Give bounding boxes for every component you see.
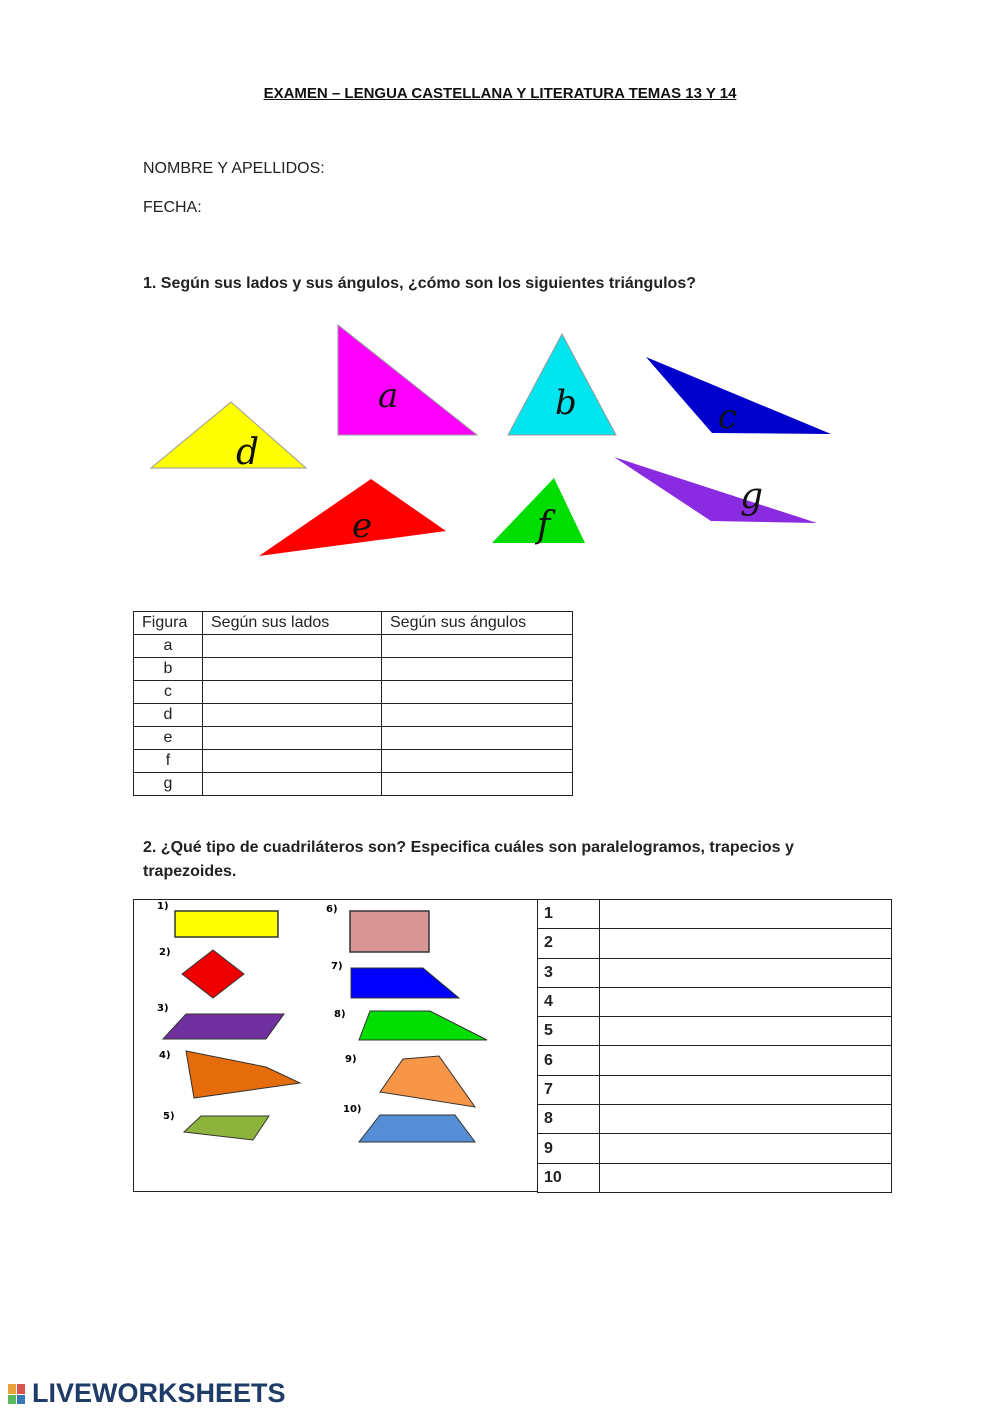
- table-row: [538, 900, 892, 929]
- quad-4: [186, 1051, 300, 1098]
- quad-2: [182, 950, 244, 998]
- answer-lados-f[interactable]: [203, 750, 382, 773]
- header-figura: Figura: [134, 612, 203, 635]
- answer-lados-g[interactable]: [203, 773, 382, 796]
- triangle-a: [338, 325, 477, 435]
- triangles-table: [133, 611, 573, 796]
- table-row: [134, 635, 573, 658]
- triangle-f: [492, 478, 585, 546]
- answer-lados-d[interactable]: [203, 704, 382, 727]
- question-2: 2. ¿Qué tipo de cuadriláteros son? Especifica cuáles son paralelogramos, trapecios y trapezoides.: [143, 839, 794, 880]
- answer-angulos-d[interactable]: [382, 704, 573, 727]
- row-number: 6: [538, 1046, 600, 1075]
- quad-2-label: 2): [159, 947, 171, 958]
- answer-angulos-c[interactable]: [382, 681, 573, 704]
- answer-lados-c[interactable]: [203, 681, 382, 704]
- answer-lados-a[interactable]: [203, 635, 382, 658]
- quad-1: [175, 911, 278, 937]
- row-number: 7: [538, 1075, 600, 1104]
- answer-quad-7[interactable]: [600, 1075, 892, 1104]
- row-number: 8: [538, 1105, 600, 1134]
- table-row: [538, 1046, 892, 1075]
- quad-6: [350, 911, 429, 952]
- answer-quad-3[interactable]: [600, 958, 892, 987]
- header-angulos: Según sus ángulos: [382, 612, 573, 635]
- triangle-b: [508, 334, 616, 435]
- liveworksheets-logo[interactable]: LIVEWORKSHEETS: [32, 1378, 286, 1408]
- quad-5-label: 5): [163, 1111, 175, 1122]
- answer-quad-6[interactable]: [600, 1046, 892, 1075]
- answer-quad-8[interactable]: [600, 1105, 892, 1134]
- quad-8: [359, 1011, 487, 1040]
- triangle-b-label: b: [555, 383, 577, 423]
- quad-1-label: 1): [157, 901, 169, 912]
- triangle-d: [151, 402, 306, 473]
- table-row: [134, 658, 573, 681]
- table-row: [538, 1105, 892, 1134]
- row-figure: c: [134, 681, 203, 704]
- row-number: 10: [538, 1163, 600, 1192]
- exam-title: EXAMEN – LENGUA CASTELLANA Y LITERATURA TEMAS 13 Y 14: [263, 85, 737, 102]
- row-figure: f: [134, 750, 203, 773]
- triangle-c: [646, 357, 831, 437]
- quad-7: [351, 968, 459, 998]
- quad-6-label: 6): [326, 904, 338, 915]
- answer-quad-9[interactable]: [600, 1134, 892, 1163]
- table-row: [538, 958, 892, 987]
- date-label: FECHA:: [143, 199, 202, 216]
- row-number: 5: [538, 1017, 600, 1046]
- quad-10-label: 10): [343, 1104, 362, 1115]
- quadrilaterals-figure: [133, 899, 537, 1192]
- table-row: [134, 773, 573, 796]
- table-row: [538, 1017, 892, 1046]
- table-row: [538, 929, 892, 958]
- triangle-f-label: f: [537, 505, 551, 546]
- table-row: [538, 1134, 892, 1163]
- row-number: 4: [538, 987, 600, 1016]
- triangle-d-label: d: [236, 432, 260, 473]
- quad-8-label: 8): [334, 1009, 346, 1020]
- answer-quad-2[interactable]: [600, 929, 892, 958]
- triangle-g-label: g: [740, 476, 764, 517]
- quad-4-label: 4): [159, 1050, 171, 1061]
- row-number: 9: [538, 1134, 600, 1163]
- triangle-g: [614, 457, 817, 523]
- triangle-e: [259, 479, 446, 556]
- triangle-c-label: c: [718, 397, 738, 437]
- answer-quad-5[interactable]: [600, 1017, 892, 1046]
- row-figure: a: [134, 635, 203, 658]
- answer-angulos-g[interactable]: [382, 773, 573, 796]
- answer-quad-10[interactable]: [600, 1163, 892, 1192]
- row-number: 1: [538, 900, 600, 929]
- liveworksheets-logo-icon: [8, 1384, 26, 1404]
- answer-angulos-f[interactable]: [382, 750, 573, 773]
- row-figure: b: [134, 658, 203, 681]
- quad-3-label: 3): [157, 1003, 169, 1014]
- row-number: 3: [538, 958, 600, 987]
- answer-quad-4[interactable]: [600, 987, 892, 1016]
- row-figure: d: [134, 704, 203, 727]
- name-label: NOMBRE Y APELLIDOS:: [143, 160, 325, 177]
- answer-angulos-b[interactable]: [382, 658, 573, 681]
- table-row: [134, 681, 573, 704]
- question-1: 1. Según sus lados y sus ángulos, ¿cómo son los siguientes triángulos?: [143, 275, 696, 292]
- answer-angulos-e[interactable]: [382, 727, 573, 750]
- quad-10: [359, 1115, 475, 1142]
- table-header-row: [134, 612, 573, 635]
- table-row: [538, 1163, 892, 1192]
- table-row: [134, 727, 573, 750]
- quad-5: [184, 1116, 269, 1140]
- quad-9-label: 9): [345, 1054, 357, 1065]
- answer-lados-e[interactable]: [203, 727, 382, 750]
- answer-quad-1[interactable]: [600, 900, 892, 929]
- table-row: [134, 750, 573, 773]
- table-row: [538, 1075, 892, 1104]
- triangles-figure: [0, 0, 1000, 600]
- quadrilaterals-table: [537, 899, 892, 1193]
- triangle-e-label: e: [352, 506, 373, 546]
- triangle-a-label: a: [378, 376, 399, 416]
- quad-9: [380, 1056, 475, 1107]
- row-figure: g: [134, 773, 203, 796]
- table-row: [134, 704, 573, 727]
- quad-7-label: 7): [331, 961, 343, 972]
- row-number: 2: [538, 929, 600, 958]
- answer-angulos-a[interactable]: [382, 635, 573, 658]
- answer-lados-b[interactable]: [203, 658, 382, 681]
- table-row: [538, 987, 892, 1016]
- header-lados: Según sus lados: [203, 612, 382, 635]
- quad-3: [163, 1014, 284, 1039]
- row-figure: e: [134, 727, 203, 750]
